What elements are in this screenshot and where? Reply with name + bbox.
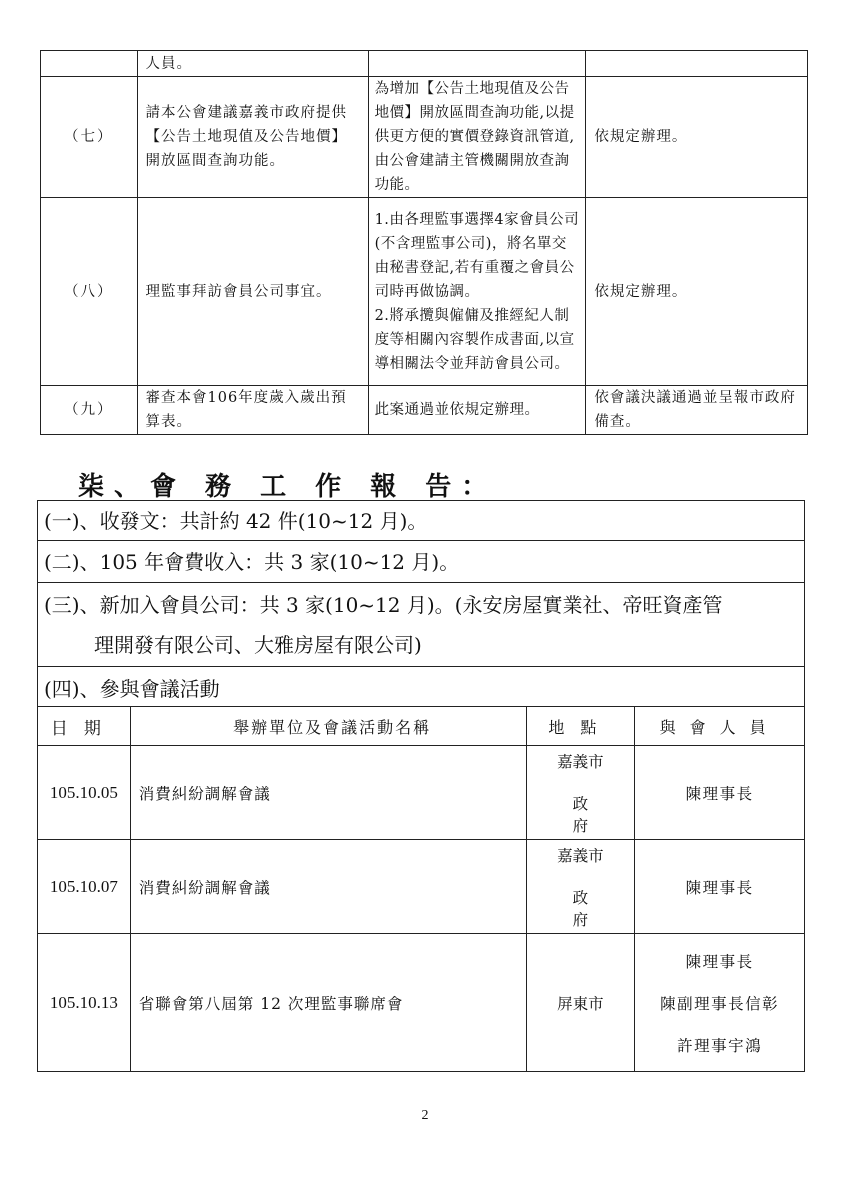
table-row — [41, 198, 808, 386]
table-row — [38, 934, 805, 1072]
item-subject: 請本公會建議嘉義市政府提供【公告土地現值及公告地價】開放區間查詢功能。 — [137, 77, 368, 198]
report-item-2 — [38, 541, 804, 583]
attendee-name: 陳理事長 — [685, 952, 754, 971]
item-decision — [368, 198, 586, 386]
table-header-row — [38, 707, 805, 746]
meeting-date: 105.10.07 — [38, 840, 131, 934]
resolutions-table — [40, 50, 808, 435]
item-number: （七） — [41, 77, 138, 198]
table-row — [41, 386, 808, 435]
meeting-place: 屏東市 — [526, 934, 635, 1072]
place-line: 政府 — [572, 794, 615, 835]
header-attendees: 與會人員 — [635, 707, 805, 746]
item-number: （八） — [41, 198, 138, 386]
meeting-place — [526, 746, 635, 840]
place-line: 嘉義市 — [557, 846, 604, 865]
item-decision: 為增加【公告土地現值及公告地價】開放區間查詢功能,以提供更方便的實價登錄資訊管道,由公會建請主管機關開放查詢功能。 — [368, 77, 586, 198]
report-item-3 — [38, 583, 804, 667]
attendee-name: 陳副理事長信彰 — [660, 994, 780, 1013]
item-execution: 依規定辦理。 — [586, 198, 808, 386]
table-row — [41, 77, 808, 198]
report-text: (一)、收發文：共計約 42 件(10~12 月)。 — [44, 509, 428, 533]
meeting-attendees: 陳理事長 — [635, 746, 805, 840]
report-text: (二)、105 年會費收入：共 3 家(10~12 月)。 — [44, 550, 460, 574]
report-text-continued: 理開發有限公司、大雅房屋有限公司) — [94, 633, 422, 657]
item-number — [41, 51, 138, 77]
meeting-name: 消費糾紛調解會議 — [130, 746, 526, 840]
meeting-attendees: 陳理事長 — [635, 840, 805, 934]
item-subject: 審查本會106年度歲入歲出預算表。 — [137, 386, 368, 435]
meeting-name: 省聯會第八屆第 12 次理監事聯席會 — [130, 934, 526, 1072]
place-line: 政府 — [572, 888, 615, 929]
header-place: 地點 — [526, 707, 635, 746]
table-row — [38, 840, 805, 934]
section-heading: 柒、會 務 工 作 報 告： — [78, 472, 498, 502]
header-date: 日期 — [38, 707, 131, 746]
meeting-date: 105.10.05 — [38, 746, 131, 840]
item-execution: 依規定辦理。 — [586, 77, 808, 198]
place-line: 嘉義市 — [557, 752, 604, 771]
report-item-4 — [38, 667, 804, 709]
meeting-attendees — [635, 934, 805, 1072]
item-execution: 依會議決議通過並呈報市政府備查。 — [586, 386, 808, 435]
report-text: (四)、參與會議活動 — [44, 677, 220, 701]
item-decision — [368, 51, 586, 77]
item-decision: 此案通過並依規定辦理。 — [368, 386, 586, 435]
table-row — [38, 746, 805, 840]
header-event-name: 舉辦單位及會議活動名稱 — [130, 707, 526, 746]
item-subject: 理監事拜訪會員公司事宜。 — [137, 198, 368, 386]
item-execution — [586, 51, 808, 77]
decision-point-1: 1.由各理監事選擇4家會員公司(不含理監事公司)，將名單交由秘書登記,若有重覆之會員公司時再做協調。 — [374, 211, 580, 300]
decision-point-2: 2.將承攬與僱傭及推經紀人制度等相關內容製作成書面,以宣導相關法令並拜訪會員公司。 — [374, 307, 575, 372]
page-number: 2 — [421, 1108, 429, 1123]
report-text: (三)、新加入會員公司：共 3 家(10~12 月)。(永安房屋實業社、帝旺資產管 — [44, 593, 723, 617]
report-item-1 — [38, 501, 804, 541]
table-row — [41, 51, 808, 77]
attendee-name: 許理事宇鴻 — [677, 1036, 763, 1055]
meeting-date: 105.10.13 — [38, 934, 131, 1072]
item-subject: 人員。 — [137, 51, 368, 77]
item-number: （九） — [41, 386, 138, 435]
report-box — [37, 500, 805, 708]
meeting-name: 消費糾紛調解會議 — [130, 840, 526, 934]
meetings-table — [37, 706, 805, 1072]
meeting-place — [526, 840, 635, 934]
